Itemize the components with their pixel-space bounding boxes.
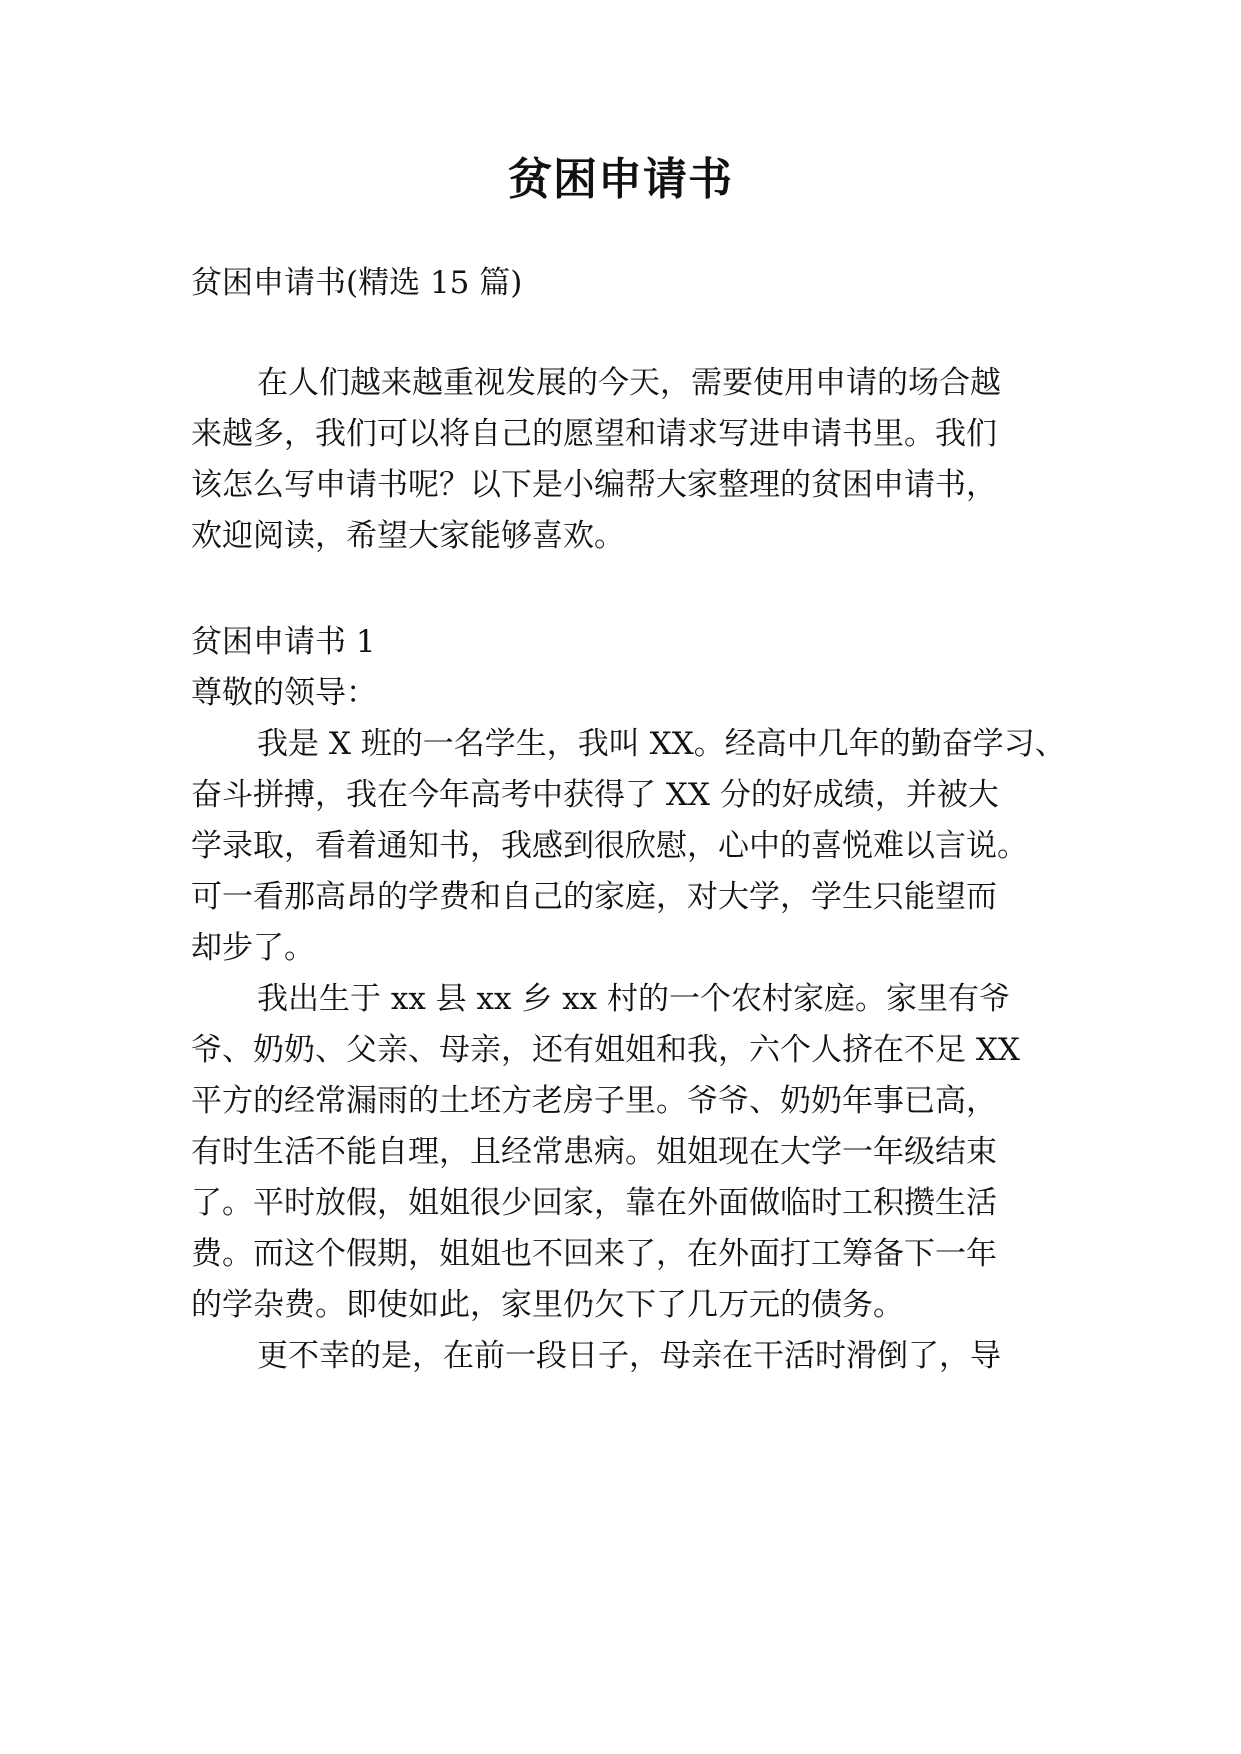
paragraph-line: 却步了。 [191,930,315,966]
intro-line: 来越多，我们可以将自己的愿望和请求写进申请书里。我们 [191,416,997,452]
paragraph-line: 学录取，看着通知书，我感到很欣慰，心中的喜悦难以言说。 [191,828,1028,864]
paragraph-line: 我是 X 班的一名学生，我叫 XX。经高中几年的勤奋学习、 [257,726,1066,762]
section-heading: 贫困申请书 1 [191,624,376,660]
paragraph-line: 费。而这个假期，姐姐也不回来了，在外面打工筹备下一年 [191,1236,997,1272]
intro-line: 该怎么写申请书呢？以下是小编帮大家整理的贫困申请书， [191,467,997,503]
paragraph-line: 的学杂费。即使如此，家里仍欠下了几万元的债务。 [191,1287,904,1323]
intro-line: 在人们越来越重视发展的今天，需要使用申请的场合越 [257,365,1001,401]
salutation: 尊敬的领导： [191,675,377,711]
paragraph-line: 更不幸的是，在前一段日子，母亲在干活时滑倒了，导 [257,1338,1001,1374]
paragraph-line: 有时生活不能自理，且经常患病。姐姐现在大学一年级结束 [191,1134,997,1170]
document-title: 贫困申请书 [508,154,733,205]
paragraph-line: 可一看那高昂的学费和自己的家庭，对大学，学生只能望而 [191,879,997,915]
paragraph-line: 了。平时放假，姐姐很少回家，靠在外面做临时工积攒生活 [191,1185,997,1221]
intro-line: 欢迎阅读，希望大家能够喜欢。 [191,518,625,554]
document-subtitle: 贫困申请书(精选 15 篇) [191,265,523,301]
paragraph-line: 平方的经常漏雨的土坯方老房子里。爷爷、奶奶年事已高， [191,1083,997,1119]
paragraph-line: 我出生于 xx 县 xx 乡 xx 村的一个农村家庭。家里有爷 [257,981,1011,1017]
paragraph-line: 奋斗拼搏，我在今年高考中获得了 XX 分的好成绩，并被大 [191,777,999,813]
paragraph-line: 爷、奶奶、父亲、母亲，还有姐姐和我，六个人挤在不足 XX [191,1032,1020,1068]
